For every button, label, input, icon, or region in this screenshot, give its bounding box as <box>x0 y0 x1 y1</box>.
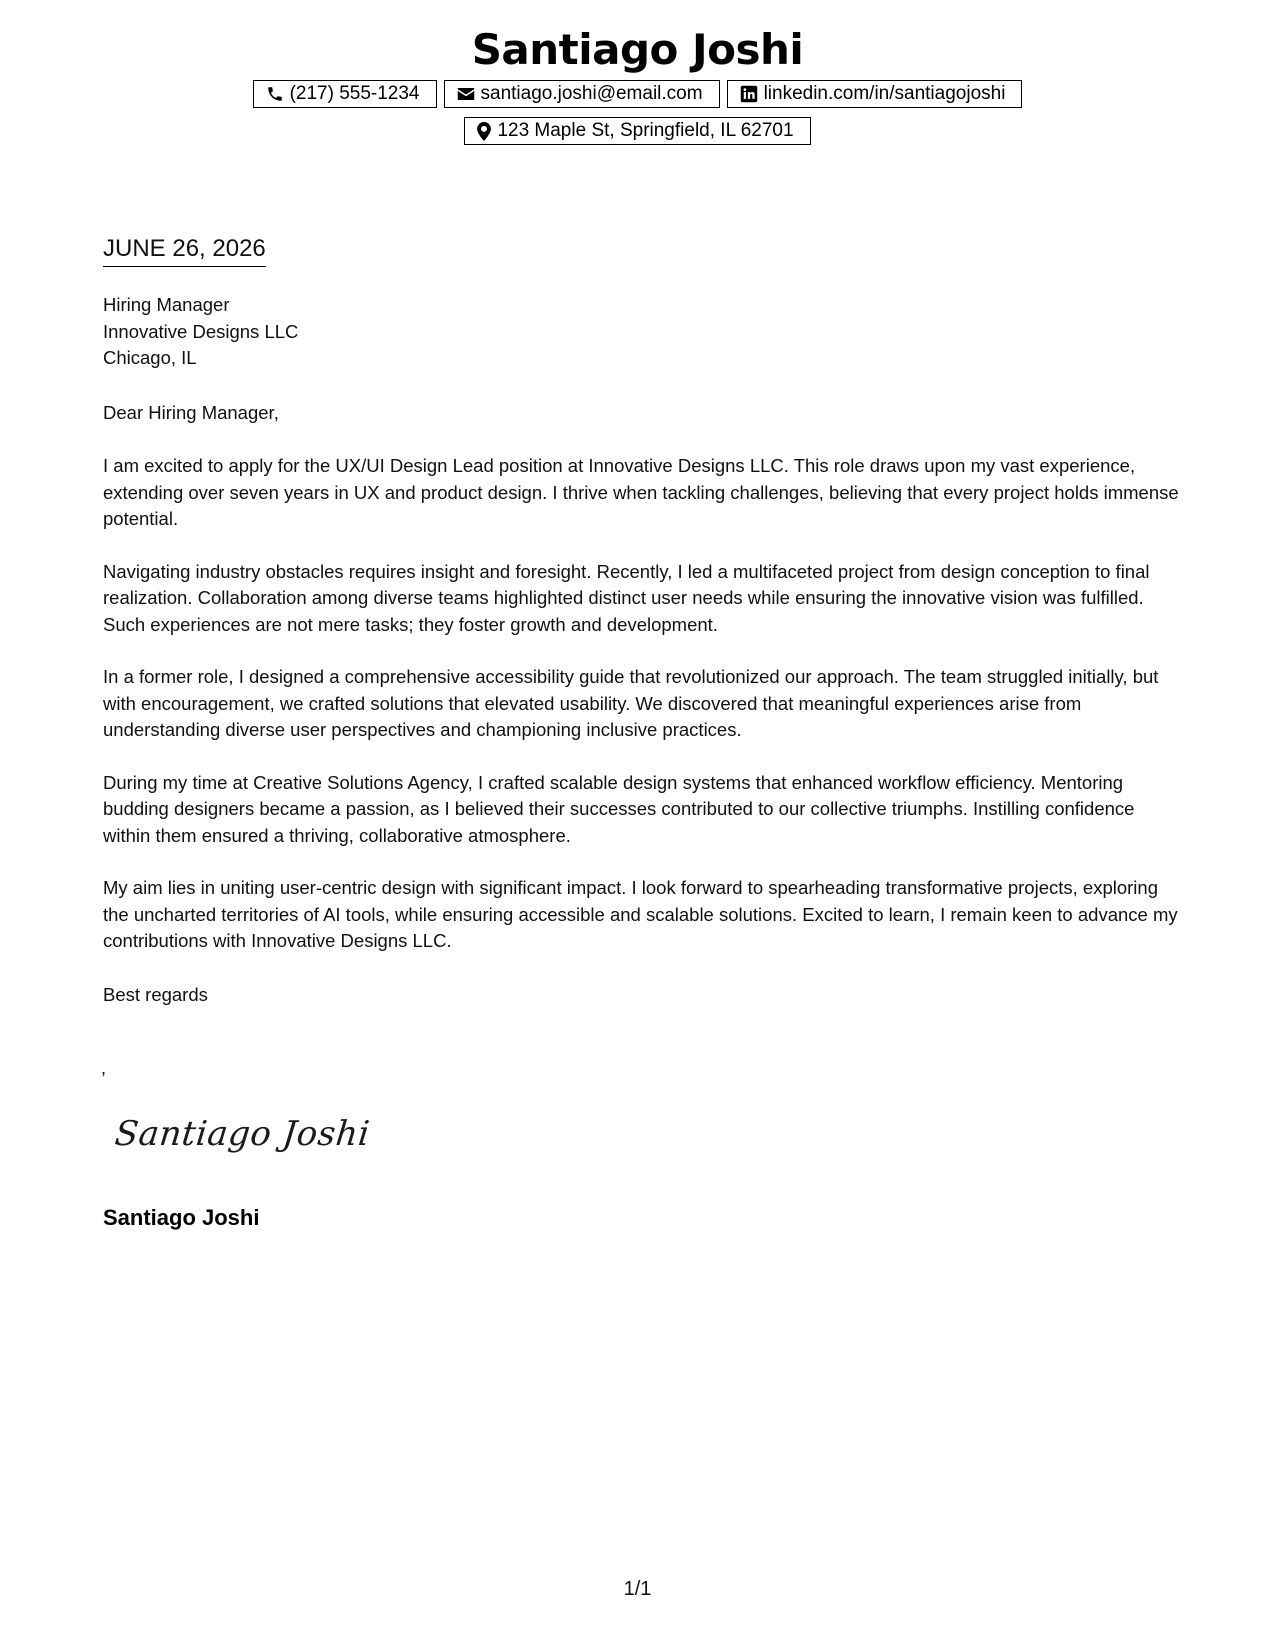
page-number: 1/1 <box>623 1578 652 1600</box>
paragraph-3: In a former role, I designed a comprehensive accessibility guide that revolutionized our approach. The team struggled initially, but with encouragement, we crafted solutions that elevated usability. We discovered that meaningful experiences arise from understanding diverse user perspectives and championing inclusive practices. <box>103 666 1159 740</box>
applicant-name: Santiago Joshi <box>471 25 804 74</box>
email-text: santiago.joshi@email.com <box>480 83 703 104</box>
handwritten-signature: Santiago Joshi <box>112 1114 372 1154</box>
address-chip <box>464 117 810 145</box>
paragraph-1: I am excited to apply for the UX/UI Design Lead position at Innovative Designs LLC. This role draws upon my vast experience, extending over seven years in UX and product design. I thrive when tackling challenges, believing that every project holds immense potential. <box>103 455 1179 529</box>
letter-date: JUNE 26, 2026 <box>103 234 266 267</box>
linkedin-icon <box>740 85 758 103</box>
recipient-location: Chicago, IL <box>103 347 197 368</box>
recipient-title: Hiring Manager <box>103 294 230 315</box>
phone-text: (217) 555-1234 <box>289 83 420 104</box>
linkedin-chip <box>727 80 1023 108</box>
letter-body <box>103 453 1183 981</box>
address-text: 123 Maple St, Springfield, IL 62701 <box>497 120 794 141</box>
paragraph-5: My aim lies in uniting user-centric design with significant impact. I look forward to spearheading transformative projects, exploring the uncharted territories of AI tools, while ensuring accessible and scalable solutions. Excited to learn, I remain keen to advance my contributions with Innovative Designs LLC. <box>103 877 1178 951</box>
paragraph-2: Navigating industry obstacles requires insight and foresight. Recently, I led a multifaceted project from design conception to final realization. Collaboration among diverse teams highlighted distinct user needs while ensuring the innovative vision was fulfilled. Such experiences are not mere tasks; they foster growth and development. <box>103 560 1150 635</box>
paragraph-4: During my time at Creative Solutions Agency, I crafted scalable design systems that enhanced workflow efficiency. Mentoring budding designers became a passion, as I believed their successes contributed to our collective triumphs. Instilling confidence within them ensured a thriving, collaborative atmosphere. <box>103 771 1135 846</box>
closing-comma: , <box>101 1058 107 1078</box>
phone-chip <box>253 80 437 108</box>
email-chip <box>444 80 720 108</box>
contact-row-primary <box>0 80 1275 108</box>
recipient-company: Innovative Designs LLC <box>103 320 299 342</box>
map-pin-icon <box>477 122 491 141</box>
envelope-icon <box>457 86 475 102</box>
linkedin-text: linkedin.com/in/santiagojoshi <box>763 83 1006 104</box>
contact-row-secondary <box>0 117 1275 145</box>
recipient-block <box>103 292 298 372</box>
phone-icon <box>266 85 284 103</box>
closing-line: Best regards <box>103 984 208 1005</box>
salutation: Dear Hiring Manager, <box>103 402 279 423</box>
signoff-name: Santiago Joshi <box>103 1205 260 1230</box>
